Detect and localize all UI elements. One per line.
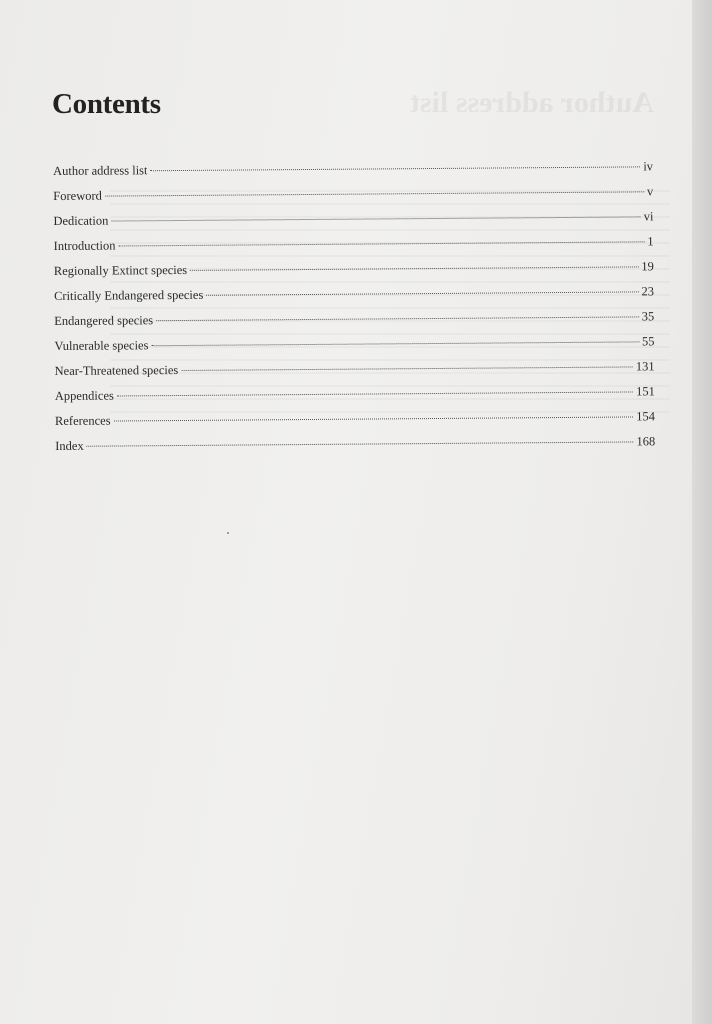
dot-leader xyxy=(190,266,638,271)
toc-entry-title: Foreword xyxy=(53,188,102,203)
dot-leader xyxy=(87,441,634,446)
toc-entry-page: 35 xyxy=(641,309,655,324)
toc-entry-page: iv xyxy=(643,159,654,174)
dot-leader xyxy=(105,191,644,196)
toc-entry-page: vi xyxy=(643,209,654,224)
dot-leader xyxy=(150,166,640,171)
toc-entry-title: Endangered species xyxy=(54,313,154,328)
dot-leader xyxy=(111,216,640,221)
toc-entry-title: Regionally Extinct species xyxy=(53,262,188,278)
toc-entry-page: 1 xyxy=(647,234,654,249)
dot-leader xyxy=(181,366,633,371)
toc-entry xyxy=(55,434,655,464)
dot-leader xyxy=(118,241,644,246)
toc-entry-page: 154 xyxy=(636,409,656,424)
bleed-through-heading: Author address list xyxy=(410,86,654,119)
dot-leader xyxy=(151,341,638,346)
toc-entry-title: Index xyxy=(55,438,84,453)
table-of-contents xyxy=(53,159,655,464)
toc-entry-page: 131 xyxy=(635,359,655,374)
toc-entry-title: Introduction xyxy=(53,238,116,253)
page-title: Contents xyxy=(52,88,161,120)
dot-leader xyxy=(156,316,639,321)
dot-leader xyxy=(206,291,638,295)
toc-entry-page: 168 xyxy=(636,434,656,449)
toc-entry-title: Appendices xyxy=(54,388,114,403)
dot-leader xyxy=(117,391,633,396)
toc-entry-title: References xyxy=(54,413,111,428)
toc-entry-page: 19 xyxy=(641,259,654,274)
toc-entry-title: Author address list xyxy=(53,163,148,178)
dot-leader xyxy=(114,416,634,421)
toc-entry-page: v xyxy=(646,184,654,199)
toc-entry-title: Vulnerable species xyxy=(54,338,149,353)
next-page-edge xyxy=(692,0,712,1024)
toc-entry-title: Dedication xyxy=(53,213,109,228)
toc-entry-title: Critically Endangered species xyxy=(53,287,204,303)
toc-entry-title: Near-Threatened species xyxy=(54,363,179,378)
toc-entry-page: 23 xyxy=(641,284,655,299)
toc-entry-page: 151 xyxy=(635,384,655,399)
toc-entry-page: 55 xyxy=(641,334,655,349)
paper-speck xyxy=(227,532,229,534)
